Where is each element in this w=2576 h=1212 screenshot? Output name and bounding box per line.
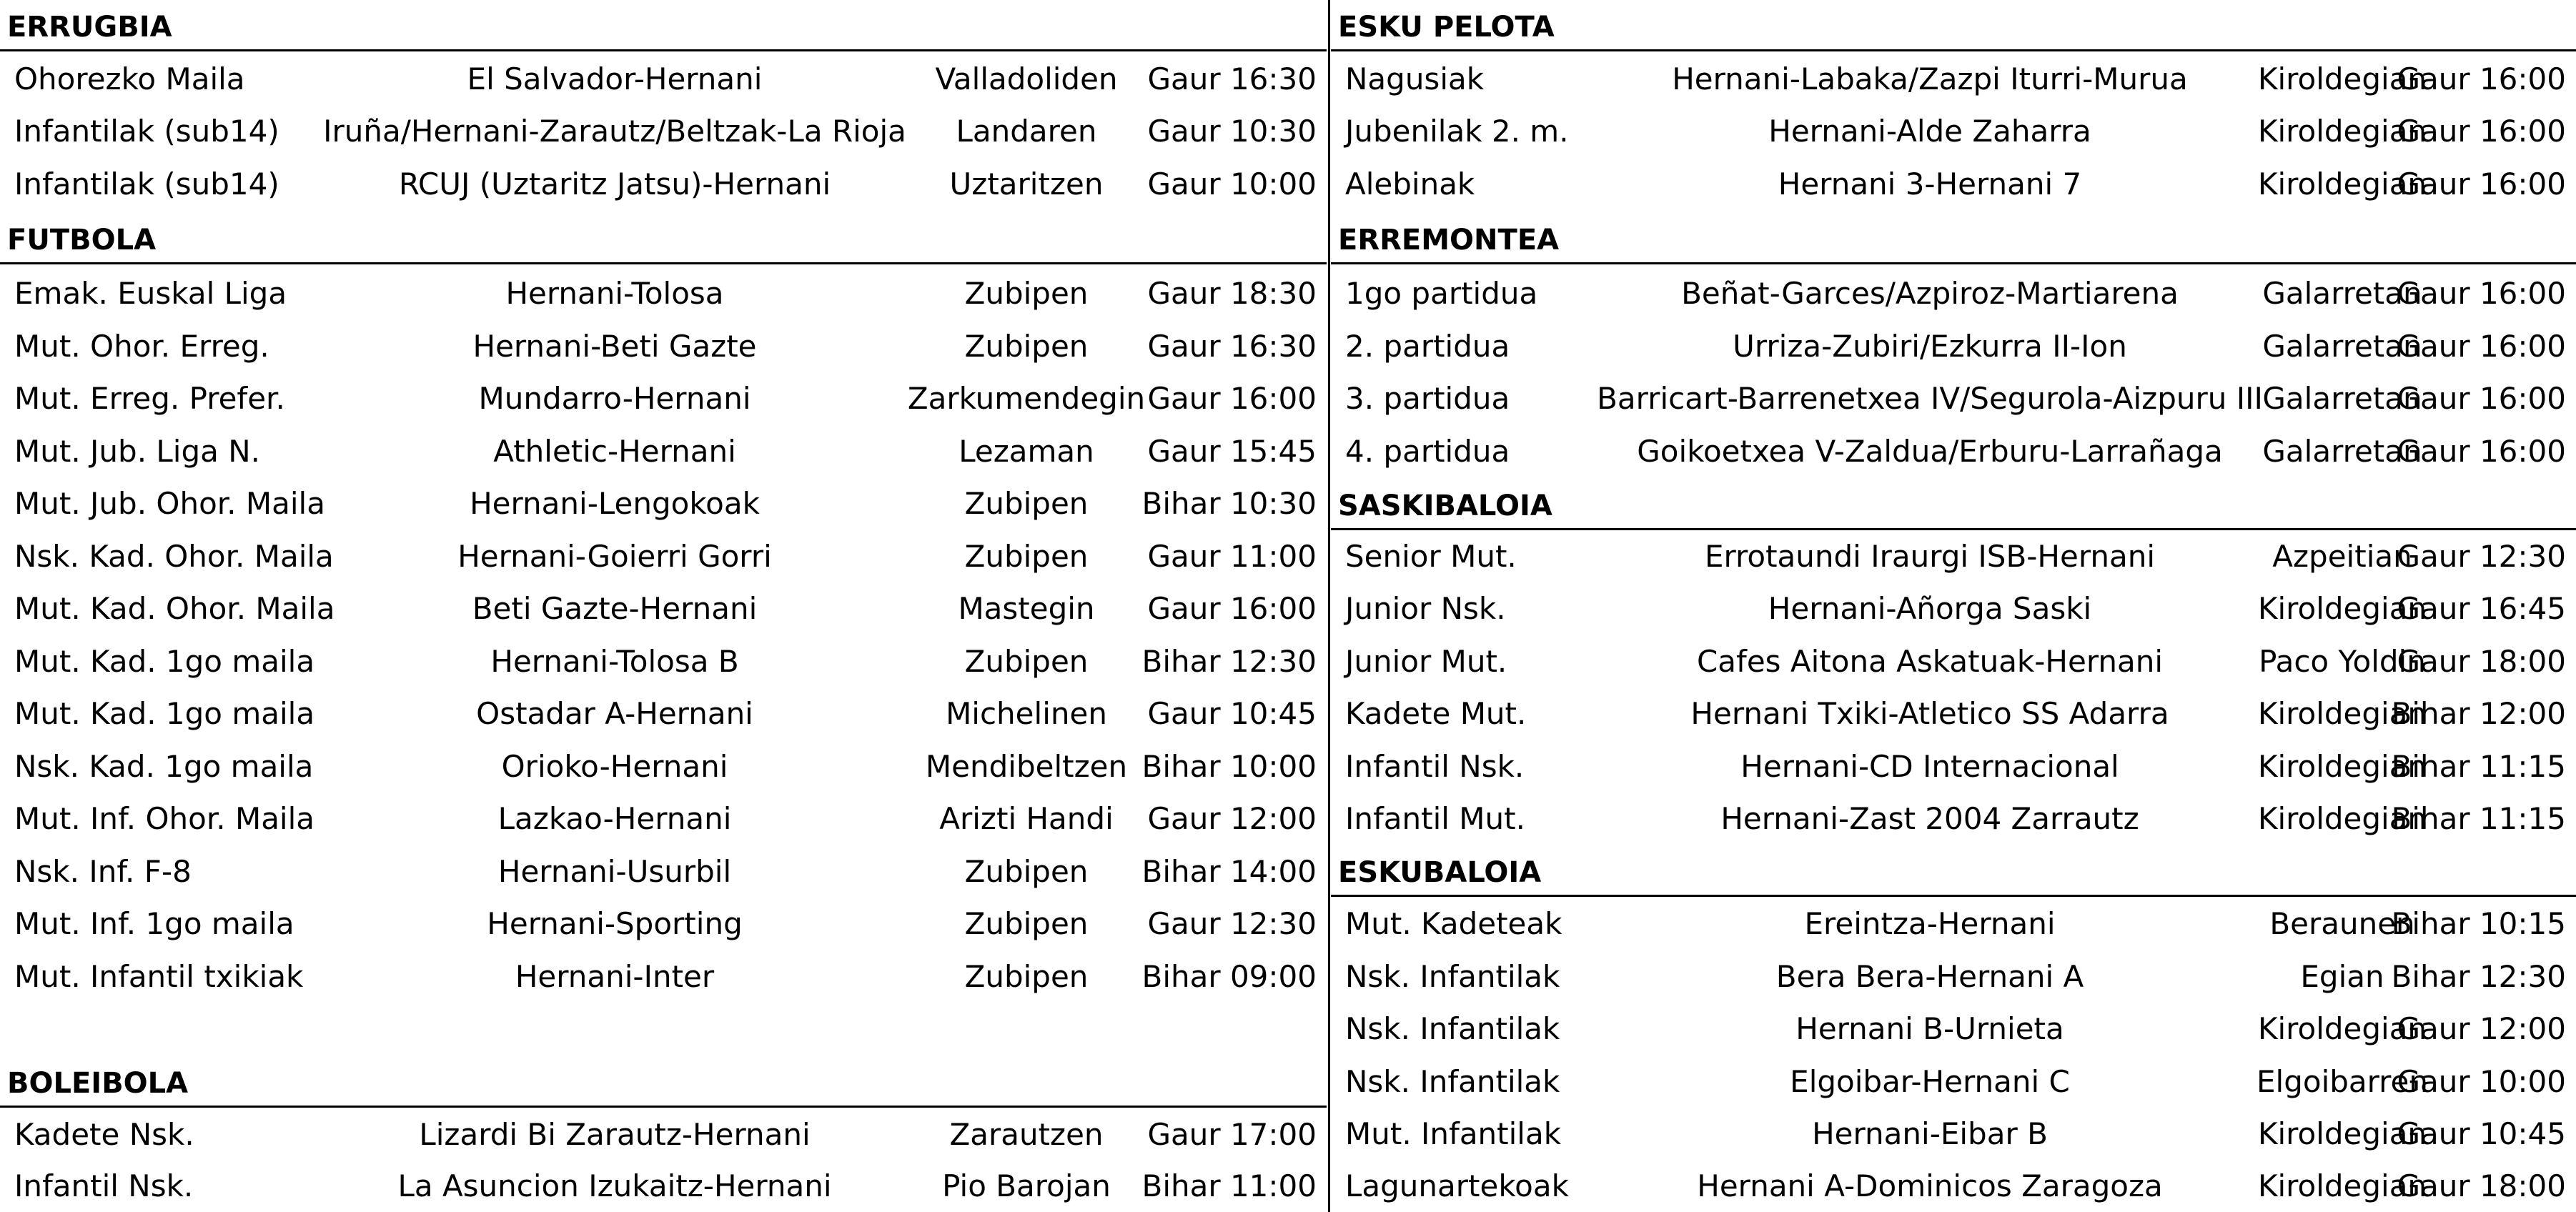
category-cell: Mut. Jub. Liga N. [14,434,260,469]
time-cell: Gaur 16:00 [2397,381,2566,416]
category-cell: Mut. Kadeteak [1345,906,1562,941]
time-cell: Gaur 16:00 [2397,114,2566,149]
venue-cell: Michelinen [946,696,1107,731]
category-cell: Nsk. Infantilak [1345,1011,1560,1046]
table-row [0,1160,1327,1212]
time-cell: Gaur 10:00 [2397,1064,2566,1099]
venue-cell: Zubipen [964,854,1089,889]
venue-cell: Kiroldegian [2257,1168,2427,1203]
venue-cell: Kiroldegian [2257,749,2427,784]
venue-cell: Kiroldegian [2257,696,2427,731]
table-row [1331,740,2576,793]
time-cell: Gaur 12:30 [1147,906,1317,941]
table-row [0,372,1327,424]
table-row [0,635,1327,687]
match-cell: Barricart-Barrenetxea IV/Segurola-Aizpuru III [1597,381,2263,416]
time-cell: Bihar 12:30 [2391,959,2566,994]
time-cell: Gaur 10:45 [1147,696,1317,731]
match-cell: Hernani-Tolosa [505,276,724,311]
time-cell: Gaur 16:00 [2397,61,2566,96]
table-row [0,582,1327,635]
venue-cell: Zubipen [964,329,1089,364]
table-row [1331,687,2576,740]
category-cell: Nagusiak [1345,61,1485,96]
table-row [1331,793,2576,845]
category-cell: Senior Mut. [1345,539,1517,574]
venue-cell: Galarretan [2262,329,2422,364]
venue-cell: Zubipen [964,486,1089,521]
venue-cell: Mastegin [958,591,1095,626]
time-cell: Gaur 16:00 [1147,381,1317,416]
venue-cell: Kiroldegian [2257,1011,2427,1046]
match-cell: Hernani-Tolosa B [490,644,739,679]
match-cell: Errotaundi Iraurgi ISB-Hernani [1704,539,2156,574]
table-row [1331,372,2576,424]
venue-cell: Zubipen [964,906,1089,941]
right-column [1331,0,2576,1212]
time-cell: Gaur 16:30 [1147,329,1317,364]
time-cell: Gaur 16:00 [1147,591,1317,626]
table-row [0,158,1327,210]
category-cell: Mut. Infantilak [1345,1116,1562,1151]
category-cell: Nsk. Kad. Ohor. Maila [14,539,334,574]
time-cell: Bihar 10:15 [2391,906,2566,941]
table-row [1331,105,2576,157]
match-cell: Hernani 3-Hernani 7 [1778,167,2082,202]
category-cell: Alebinak [1345,167,1475,202]
category-cell: Nsk. Kad. 1go maila [14,749,314,784]
match-cell: Hernani-Añorga Saski [1768,591,2092,626]
time-cell: Gaur 12:00 [1147,801,1317,836]
table-row [0,477,1327,530]
table-row [1331,635,2576,687]
venue-cell: Kiroldegian [2257,801,2427,836]
venue-cell: Kiroldegian [2257,1116,2427,1151]
match-cell: Hernani-Usurbil [497,854,732,889]
table-row [0,320,1327,372]
time-cell: Gaur 18:00 [2397,644,2566,679]
match-cell: La Asuncion Izukaitz-Hernani [397,1168,832,1203]
category-cell: Lagunartekoak [1345,1168,1569,1203]
category-cell: 4. partidua [1345,434,1510,469]
match-cell: Lazkao-Hernani [497,801,732,836]
time-cell: Bihar 09:00 [1141,959,1317,994]
category-cell: Emak. Euskal Liga [14,276,287,311]
venue-cell: Azpeitian [2272,539,2412,574]
section-title-boleibola: BOLEIBOLA [0,1056,1327,1108]
category-cell: Nsk. Infantilak [1345,1064,1560,1099]
venue-cell: Pio Barojan [942,1168,1111,1203]
match-cell: Orioko-Hernani [501,749,728,784]
time-cell: Gaur 10:45 [2397,1116,2566,1151]
venue-cell: Galarretan [2262,434,2422,469]
venue-cell: Zarkumendegin [907,381,1146,416]
time-cell: Bihar 10:30 [1141,486,1317,521]
table-row [1331,267,2576,319]
venue-cell: Beraunen [2269,906,2415,941]
venue-cell: Landaren [956,114,1097,149]
category-cell: Mut. Inf. 1go maila [14,906,294,941]
category-cell: Mut. Kad. Ohor. Maila [14,591,335,626]
table-row [0,267,1327,319]
match-cell: Hernani-Alde Zaharra [1768,114,2091,149]
section-title-eskubaloia: ESKUBALOIA [1331,845,2576,897]
venue-cell: Mendibeltzen [925,749,1128,784]
category-cell: Mut. Inf. Ohor. Maila [14,801,314,836]
match-cell: Hernani B-Urnieta [1795,1011,2064,1046]
table-row [0,530,1327,582]
time-cell: Gaur 16:00 [2397,167,2566,202]
venue-cell: Arizti Handi [939,801,1114,836]
match-cell: Hernani-CD Internacional [1740,749,2119,784]
time-cell: Gaur 17:00 [1147,1117,1317,1152]
time-cell: Gaur 18:30 [1147,276,1317,311]
table-row [1331,320,2576,372]
match-cell: Bera Bera-Hernani A [1775,959,2084,994]
time-cell: Gaur 10:30 [1147,114,1317,149]
match-cell: Athletic-Hernani [493,434,736,469]
time-cell: Gaur 12:30 [2397,539,2566,574]
category-cell: 3. partidua [1345,381,1510,416]
venue-cell: Zubipen [964,644,1089,679]
table-row [1331,158,2576,210]
match-cell: Hernani-Eibar B [1812,1116,2048,1151]
match-cell: RCUJ (Uztaritz Jatsu)-Hernani [398,167,831,202]
category-cell: Kadete Mut. [1345,696,1527,731]
table-row [1331,425,2576,477]
category-cell: Mut. Kad. 1go maila [14,644,315,679]
time-cell: Gaur 16:45 [2397,591,2566,626]
match-cell: Ereintza-Hernani [1804,906,2056,941]
table-row [1331,1160,2576,1212]
venue-cell: Kiroldegian [2257,591,2427,626]
time-cell: Gaur 16:30 [1147,61,1317,96]
category-cell: Infantil Nsk. [14,1168,194,1203]
time-cell: Bihar 14:00 [1141,854,1317,889]
table-row [0,845,1327,898]
table-row [0,425,1327,477]
venue-cell: Zubipen [964,276,1089,311]
table-row [1331,53,2576,105]
category-cell: Kadete Nsk. [14,1117,194,1152]
time-cell: Bihar 11:15 [2391,801,2566,836]
venue-cell: Kiroldegian [2257,114,2427,149]
venue-cell: Egian [2300,959,2384,994]
time-cell: Gaur 11:00 [1147,539,1317,574]
time-cell: Bihar 12:00 [2391,696,2566,731]
table-row [0,740,1327,793]
time-cell: Gaur 18:00 [2397,1168,2566,1203]
match-cell: Urriza-Zubiri/Ezkurra II-Ion [1733,329,2127,364]
match-cell: Hernani A-Dominicos Zaragoza [1697,1168,2163,1203]
time-cell: Gaur 10:00 [1147,167,1317,202]
category-cell: 1go partidua [1345,276,1538,311]
time-cell: Bihar 10:00 [1141,749,1317,784]
table-row [1331,1108,2576,1160]
category-cell: Nsk. Infantilak [1345,959,1560,994]
category-cell: Ohorezko Maila [14,61,245,96]
match-cell: Iruña/Hernani-Zarautz/Beltzak-La Rioja [323,114,906,149]
table-row [0,793,1327,845]
table-row [1331,950,2576,1003]
category-cell: Jubenilak 2. m. [1345,114,1569,149]
table-row [0,1108,1327,1161]
match-cell: Cafes Aitona Askatuak-Hernani [1696,644,2164,679]
match-cell: Hernani-Sporting [487,906,743,941]
table-row [1331,1055,2576,1108]
match-cell: Mundarro-Hernani [478,381,751,416]
category-cell: 2. partidua [1345,329,1510,364]
match-cell: Goikoetxea V-Zaldua/Erburu-Larrañaga [1637,434,2223,469]
category-cell: Junior Nsk. [1345,591,1506,626]
time-cell: Gaur 16:00 [2397,434,2566,469]
time-cell: Gaur 15:45 [1147,434,1317,469]
category-cell: Mut. Infantil txikiak [14,959,304,994]
match-cell: Hernani-Beti Gazte [472,329,757,364]
match-cell: Hernani Txiki-Atletico SS Adarra [1690,696,2169,731]
table-row [0,53,1327,105]
time-cell: Gaur 16:00 [2397,329,2566,364]
match-cell: Hernani-Lengokoak [470,486,760,521]
category-cell: Mut. Kad. 1go maila [14,696,315,731]
category-cell: Mut. Erreg. Prefer. [14,381,285,416]
category-cell: Infantil Nsk. [1345,749,1525,784]
section-title-esku-pelota: ESKU PELOTA [1331,0,2576,51]
venue-cell: Uztaritzen [949,167,1104,202]
venue-cell: Lezaman [958,434,1094,469]
table-row [1331,898,2576,950]
venue-cell: Zubipen [964,959,1089,994]
table-row [1331,1003,2576,1055]
time-cell: Bihar 11:00 [1141,1168,1317,1203]
time-cell: Gaur 16:00 [2397,276,2566,311]
venue-cell: Zarautzen [949,1117,1104,1152]
category-cell: Mut. Ohor. Erreg. [14,329,269,364]
table-row [1331,582,2576,635]
match-cell: Hernani-Goierri Gorri [457,539,772,574]
table-row [0,105,1327,157]
match-cell: Lizardi Bi Zarautz-Hernani [419,1117,811,1152]
category-cell: Infantilak (sub14) [14,114,279,149]
section-title-saskibaloia: SASKIBALOIA [1331,479,2576,530]
section-title-errugbia: ERRUGBIA [0,0,1327,51]
venue-cell: Kiroldegian [2257,167,2427,202]
time-cell: Gaur 12:00 [2397,1011,2566,1046]
venue-cell: Galarretan [2262,276,2422,311]
section-title-erremontea: ERREMONTEA [1331,213,2576,264]
match-cell: Hernani-Inter [515,959,715,994]
category-cell: Infantil Mut. [1345,801,1525,836]
match-cell: Beti Gazte-Hernani [472,591,758,626]
table-row [0,950,1327,1003]
venue-cell: Elgoibarren [2257,1064,2428,1099]
category-cell: Nsk. Inf. F-8 [14,854,192,889]
venue-cell: Zubipen [964,539,1089,574]
venue-cell: Kiroldegian [2257,61,2427,96]
category-cell: Mut. Jub. Ohor. Maila [14,486,325,521]
match-cell: Beñat-Garces/Azpiroz-Martiarena [1681,276,2179,311]
venue-cell: Valladoliden [935,61,1118,96]
match-cell: Hernani-Labaka/Zazpi Iturri-Murua [1672,61,2188,96]
match-cell: Elgoibar-Hernani C [1790,1064,2070,1099]
venue-cell: Galarretan [2262,381,2422,416]
column-divider [1328,0,1330,1212]
table-row [0,898,1327,950]
match-cell: Hernani-Zast 2004 Zarrautz [1720,801,2139,836]
table-row [0,687,1327,740]
section-title-futbola: FUTBOLA [0,213,1327,264]
venue-cell: Paco Yoldin [2259,644,2426,679]
category-cell: Infantilak (sub14) [14,167,279,202]
time-cell: Bihar 12:30 [1141,644,1317,679]
match-cell: Ostadar A-Hernani [476,696,753,731]
table-row [1331,530,2576,582]
match-cell: El Salvador-Hernani [467,61,763,96]
category-cell: Junior Mut. [1345,644,1507,679]
time-cell: Bihar 11:15 [2391,749,2566,784]
